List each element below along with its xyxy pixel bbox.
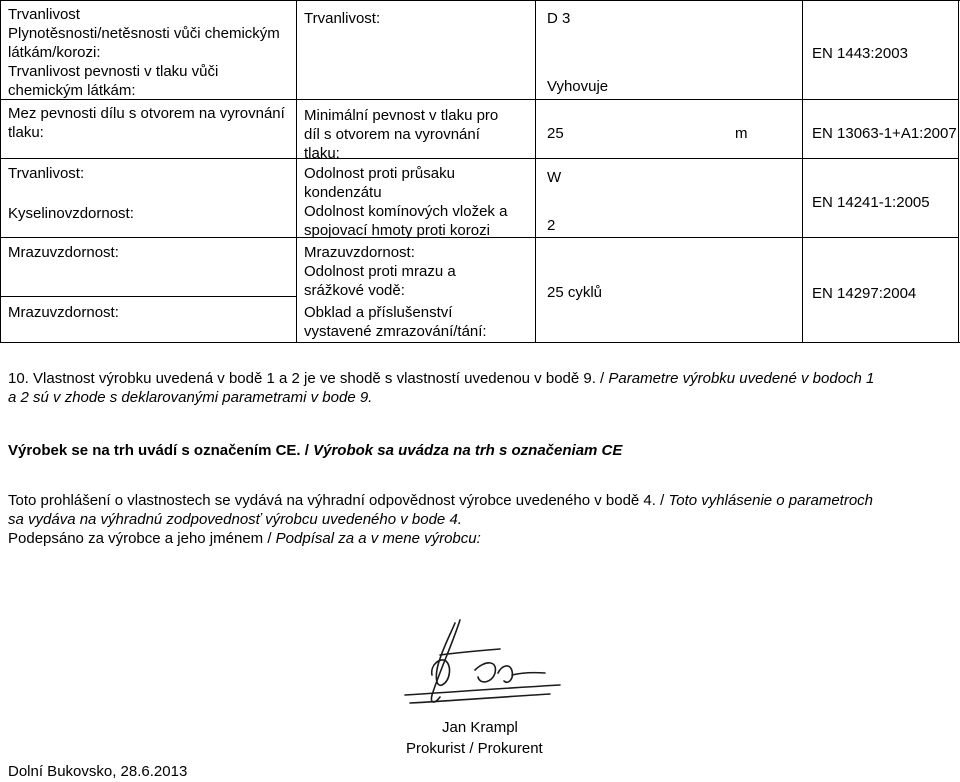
conformity-text-sk-2: a 2 sú v zhode s deklarovanými parametrami v bode 9.	[8, 389, 373, 406]
ce-marking-paragraph	[8, 441, 958, 460]
col2-row2-line2: díl s otvorem na vyrovnání	[304, 126, 480, 143]
table-bottom-border	[0, 342, 960, 343]
col3-row1b: Vyhovuje	[547, 78, 609, 95]
col1-row1	[8, 5, 280, 100]
col3-row3b: 2	[547, 217, 556, 234]
col4-row1: EN 1443:2003	[812, 45, 908, 62]
col3-row2-unit: m	[735, 125, 748, 142]
table-row-divider-2	[0, 158, 296, 159]
col1-row5: Mrazuvzdornost:	[8, 304, 119, 321]
col2-row4-line3: srážkové vodě:	[304, 282, 405, 299]
col1-row3b: Kyselinovzdornost:	[8, 205, 134, 222]
col2-row4-line2: Odolnost proti mrazu a	[304, 263, 456, 280]
col1-row1-line1: Trvanlivost	[8, 6, 80, 23]
table-top-border	[0, 0, 960, 1]
col4-row3: EN 14241-1:2005	[812, 194, 930, 211]
ce-text-cz: Výrobek se na trh uvádí s označením CE. /	[8, 442, 309, 459]
col2-row4-line1: Mrazuvzdornost:	[304, 244, 415, 261]
responsibility-text-cz: Toto prohlášení o vlastnostech se vydává na výhradní odpovědnost výrobce uvedeného v bodě 4. /	[8, 492, 665, 509]
col2-row4	[304, 243, 456, 300]
col4-row2: EN 13063-1+A1:2007	[812, 125, 957, 142]
col2-row1: Trvanlivost:	[304, 10, 381, 27]
col1-row3a: Trvanlivost:	[8, 165, 85, 182]
col2-row2-line1: Minimální pevnost v tlaku pro	[304, 107, 499, 124]
col2-row5	[304, 303, 487, 341]
col1-row4: Mrazuvzdornost:	[8, 244, 119, 261]
table-col-divider-2	[535, 0, 536, 343]
table-row-divider-4	[0, 296, 296, 297]
table-row-divider-3	[0, 237, 296, 238]
col3-row2-value: 25	[547, 125, 564, 142]
col1-row1-line2: Plynotěsnosti/netěsnosti vůči chemickým	[8, 25, 280, 42]
table-col-divider-3	[802, 0, 803, 343]
responsibility-text-sk-2: sa vydáva na výhradnú zodpovednosť výrobcu uvedeného v bode 4.	[8, 511, 462, 528]
col3-row4: 25 cyklů	[547, 284, 603, 301]
col2-row2-line3: tlaku:	[304, 145, 340, 162]
col1-row1-line5: chemickým látkám:	[8, 82, 136, 99]
col2-row3-line2: kondenzátu	[304, 184, 382, 201]
conformity-text-cz: 10. Vlastnost výrobku uvedená v bodě 1 a 2 je ve shodě s vlastností uvedenou v bodě 9. /	[8, 370, 605, 387]
col1-row2	[8, 104, 285, 142]
col2-row5-line2: vystavené zmrazování/tání:	[304, 323, 487, 340]
signatory-name: Jan Krampl	[442, 719, 518, 736]
col2-row2	[304, 106, 498, 163]
col1-row1-line4: Trvanlivost pevnosti v tlaku vůči	[8, 63, 219, 80]
col3-row1a: D 3	[547, 10, 571, 27]
handwritten-signature	[380, 615, 590, 720]
table-right-border	[958, 0, 959, 343]
col1-row2-line1: Mez pevnosti dílu s otvorem na vyrovnání	[8, 105, 285, 122]
col2-row3-line1: Odolnost proti průsaku	[304, 165, 455, 182]
responsibility-text-sk-1: Toto vyhlásenie o parametroch	[668, 492, 874, 509]
col2-row3	[304, 164, 507, 240]
col2-row5-line1: Obklad a příslušenství	[304, 304, 453, 321]
col3-row3a: W	[547, 169, 562, 186]
signed-text-cz: Podepsáno za výrobce a jeho jménem /	[8, 530, 272, 547]
col1-row1-line3: látkám/korozi:	[8, 44, 101, 61]
table-row-divider-col2-3	[296, 99, 958, 100]
table-left-border	[0, 0, 1, 343]
responsibility-paragraph	[8, 491, 958, 548]
conformity-paragraph	[8, 369, 958, 407]
col4-row4: EN 14297:2004	[812, 285, 917, 302]
conformity-text-sk-1: Parametre výrobku uvedené v bodoch 1	[608, 370, 875, 387]
signed-text-sk: Podpísal za a v mene výrobcu:	[275, 530, 481, 547]
ce-text-sk: Výrobok sa uvádza na trh s označeniam CE	[313, 442, 623, 459]
col1-row2-line2: tlaku:	[8, 124, 44, 141]
col2-row3-line4: spojovací hmoty proti korozi	[304, 222, 490, 239]
signatory-role: Prokurist / Prokurent	[406, 740, 543, 757]
place-and-date: Dolní Bukovsko, 28.6.2013	[8, 763, 188, 780]
table-col-divider-1	[296, 0, 297, 343]
col2-row3-line3: Odolnost komínových vložek a	[304, 203, 508, 220]
